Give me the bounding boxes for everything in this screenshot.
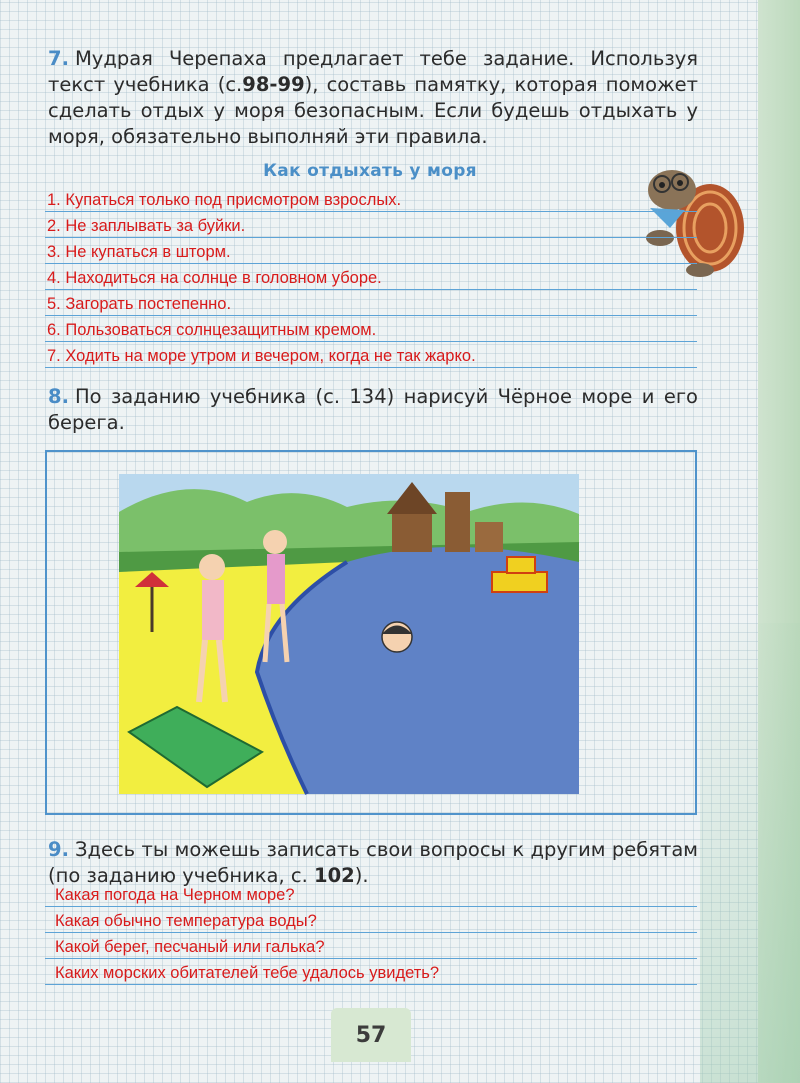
memo-rule-6: 6. Пользоваться солнцезащитным кремом. <box>47 321 377 339</box>
task-8-number: 8. <box>48 385 69 408</box>
question-4: Каких морских обитателей тебе удалось увидеть? <box>55 964 440 982</box>
child-drawing-black-sea <box>47 452 695 813</box>
memo-title: Как отдыхать у моря <box>263 161 477 181</box>
task-7-ref: 98-99 <box>242 73 305 96</box>
question-line <box>45 932 697 959</box>
memo-rule-3: 3. Не купаться в шторм. <box>47 243 231 261</box>
question-line <box>45 906 697 933</box>
corner-decoration <box>700 623 800 1083</box>
question-1: Какая погода на Черном море? <box>55 886 295 904</box>
memo-rule-line <box>45 185 697 212</box>
memo-rule-line <box>45 211 697 238</box>
memo-rule-1: 1. Купаться только под присмотром взрослых. <box>47 191 402 209</box>
memo-rule-5: 5. Загорать постепенно. <box>47 295 232 313</box>
task-7-text-end: ), составь памятку, которая поможет сделать отдых у моря безопасным. Если будешь отдыхать у моря, обязательно выполняй эти правила. <box>48 73 698 148</box>
task-9-number: 9. <box>48 838 69 861</box>
page-number: 57 <box>331 1008 411 1062</box>
memo-rule-line <box>45 341 697 368</box>
memo-rule-line <box>45 289 697 316</box>
question-line <box>45 880 697 907</box>
memo-rule-2: 2. Не заплывать за буйки. <box>47 217 246 235</box>
task-8 <box>48 384 698 436</box>
question-2: Какая обычно температура воды? <box>55 912 317 930</box>
drawing-frame <box>45 450 697 815</box>
question-3: Какой берег, песчаный или галька? <box>55 938 325 956</box>
task-7-text: Мудрая Черепаха предлагает тебе задание. Используя текст учебника (с. <box>48 47 698 96</box>
task-8-text: По заданию учебника (с. 134) нарисуй Чёрное море и его берега. <box>48 385 698 434</box>
task-7 <box>48 46 698 150</box>
task-9-text-end: ). <box>354 864 369 887</box>
task-9-text: Здесь ты можешь записать свои вопросы к другим ребятам (по заданию учебника, с. <box>48 838 698 887</box>
memo-rule-4: 4. Находиться на солнце в головном уборе. <box>47 269 382 287</box>
task-9-ref: 102 <box>314 864 355 887</box>
memo-rule-line <box>45 237 697 264</box>
question-line <box>45 958 697 985</box>
task-7-number: 7. <box>48 47 69 70</box>
memo-rule-line <box>45 263 697 290</box>
memo-rule-line <box>45 315 697 342</box>
memo-rule-7: 7. Ходить на море утром и вечером, когда не так жарко. <box>47 347 476 365</box>
